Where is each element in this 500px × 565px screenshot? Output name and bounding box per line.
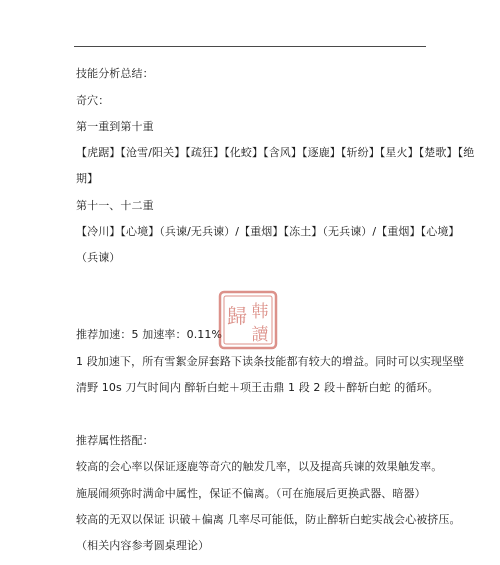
svg-text:歸: 歸 [227,304,247,328]
red-seal-stamp [218,290,278,350]
section-title-skill-summary: 技能分析总结： [76,67,154,80]
reference-note: （相关内容参考圆桌理论） [76,539,210,552]
heading-tier-1-10: 第一重到第十重 [76,120,154,133]
svg-text:韩: 韩 [251,302,269,322]
attribute-crit-note: 较高的会心率以保证逐鹿等奇穴的触发几率，以及提高兵谏的效果触发率。 [76,460,443,473]
heading-qixue: 奇穴： [76,94,110,107]
top-rule [74,46,426,47]
haste-recommendation: 推荐加速：5 加速率：0.11% [76,328,223,341]
haste-description-line-1: 1 段加速下，所有雪絮金屏套路下读条技能都有较大的增益。同时可以实现坚壁 [76,355,465,368]
svg-text:讀: 讀 [251,325,269,345]
qixue-list-line-2: 期】 [76,172,99,185]
heading-attribute-recommendation: 推荐属性搭配： [76,434,154,447]
qixue-alt-line-1: 【冷川】【心境】（兵谏/无兵谏）/【重烟】【冻土】（无兵谏）/【重烟】【心境】 [76,225,460,238]
qixue-list-line-1: 【虎踞】【沧雪/阳关】【疏狂】【化蛟】【含风】【逐鹿】【斩纷】【星火】【楚歌】【绝 [76,146,475,159]
haste-description-line-2: 清野 10s 刀气时间内 醉斩白蛇＋项王击鼎 1 段 2 段＋醉斩白蛇 的循环。 [76,381,439,394]
heading-tier-11-12: 第十一、十二重 [76,199,154,212]
attribute-strain-note: 较高的无双以保证 识破＋偏离 几率尽可能低，防止醉斩白蛇实战会心被挤压。 [76,513,461,526]
attribute-hit-note: 施展闹须弥时满命中属性，保证不偏离。（可在施展后更换武器、暗器） [76,487,426,500]
qixue-alt-line-2: （兵谏） [76,251,121,264]
